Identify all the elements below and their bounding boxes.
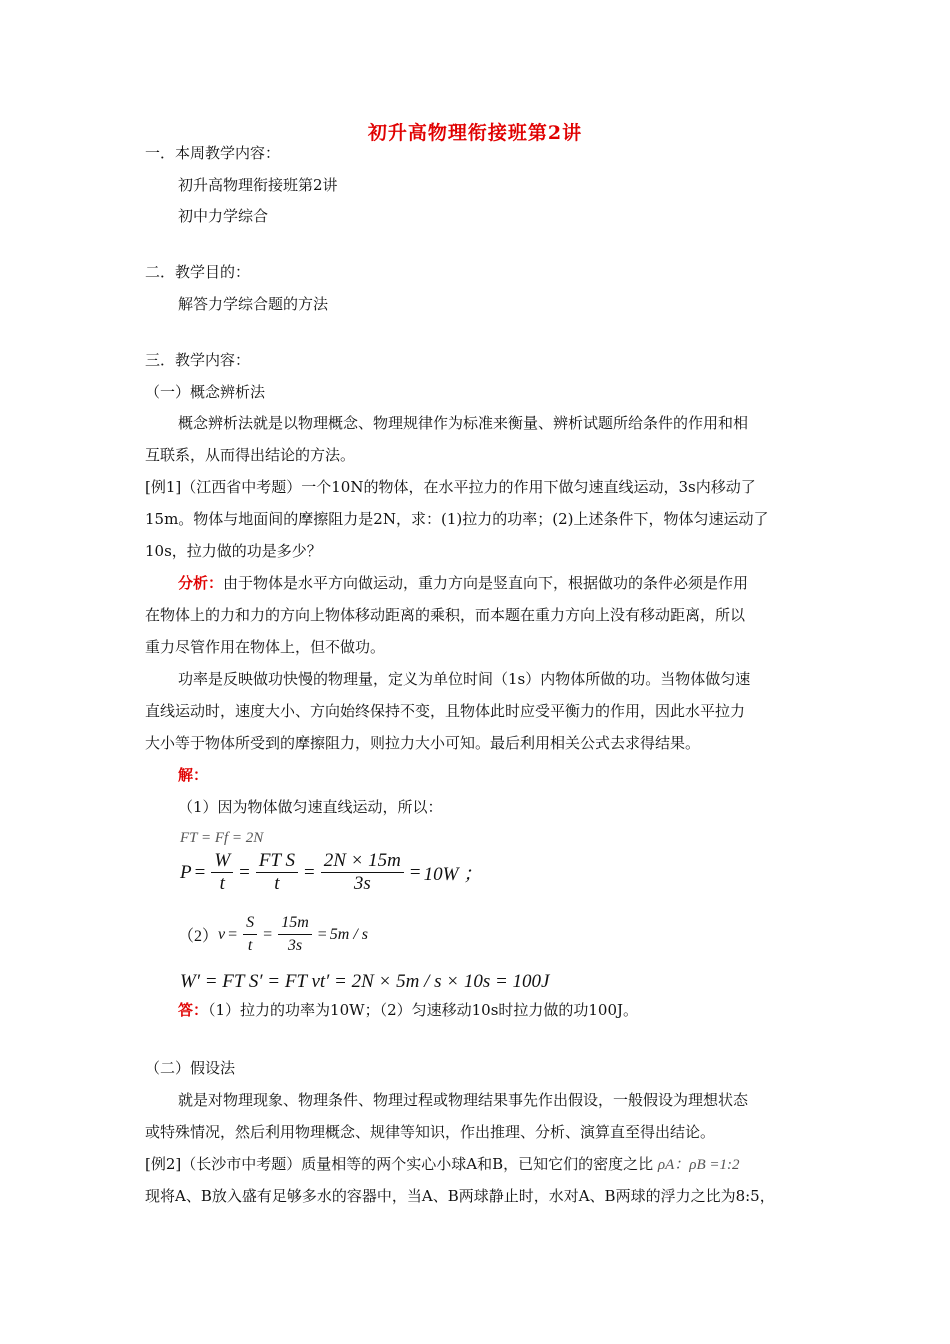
- fraction: [321, 850, 404, 895]
- fraction-numerator: W: [211, 850, 233, 873]
- eq-lhs: P: [180, 861, 192, 883]
- fraction-denominator: t: [219, 873, 225, 894]
- example-text: [例2]（长沙市中考题）质量相等的两个实心小球A和B，已知它们的密度之比: [145, 1155, 654, 1173]
- paragraph-line: 大小等于物体所受到的摩擦阻力，则拉力大小可知。最后利用相关公式去求得结果。: [145, 734, 701, 752]
- eq-rhs: 10W ；: [423, 864, 483, 885]
- answer-text: （1）拉力的功率为10W；（2）匀速移动10s时拉力做的功100J。: [208, 1001, 639, 1019]
- solution-label: 解：: [178, 766, 209, 784]
- section-heading-3: 三．教学内容：: [145, 351, 251, 369]
- fraction-numerator: S: [243, 912, 257, 935]
- example-line: 10s，拉力做的功是多少？: [145, 542, 322, 560]
- fraction-numerator: 15m: [278, 912, 312, 935]
- paragraph-line: 互联系，从而得出结论的方法。: [145, 446, 356, 464]
- fraction-numerator: FT S: [256, 850, 298, 873]
- section-heading-1: 一．本周教学内容：: [145, 144, 281, 162]
- section-heading-2: 二．教学目的：: [145, 263, 251, 281]
- answer-line: [178, 1000, 638, 1020]
- solution-step: （1）因为物体做匀速直线运动，所以：: [178, 798, 443, 816]
- fraction: [243, 912, 257, 957]
- equation-power: P = $\frac{W}{t}$ = $\frac{\text{FT S}}{t}$ = $\frac{2N \times 15m}{3s}$ = 10W ；: [180, 850, 483, 894]
- fraction: [278, 912, 312, 957]
- subsection-heading: （二）假设法: [145, 1059, 236, 1077]
- equation-velocity: （2） v = $\frac{S}{t}$ = $\frac{15m}{3s}$ = 5m / s: [178, 912, 368, 957]
- fraction-denominator: t: [274, 873, 280, 894]
- example-line: 现将A、B放入盛有足够多水的容器中，当A、B两球静止时，水对A、B两球的浮力之比为8:5，: [145, 1187, 775, 1205]
- paragraph-line: 概念辨析法就是以物理概念、物理规律作为标准来衡量、辨析试题所给条件的作用和相: [178, 414, 749, 432]
- equation-friction: FT = Ff = 2N: [180, 830, 264, 846]
- section-item: 初中力学综合: [178, 207, 269, 225]
- step-label: （2）: [178, 928, 219, 945]
- analysis-label: 分析：: [178, 574, 224, 592]
- example-line: [145, 1154, 739, 1175]
- fraction-denominator: 3s: [287, 937, 303, 954]
- analysis-text: 由于物体是水平方向做运动，重力方向是竖直向下，根据做功的条件必须是作用: [223, 574, 749, 592]
- section-item: 初升高物理衔接班第2讲: [178, 176, 338, 194]
- paragraph-line: 在物体上的力和力的方向上物体移动距离的乘积，而本题在重力方向上没有移动距离，所以: [145, 606, 746, 624]
- eq-lhs: v: [218, 925, 226, 943]
- section-item: 解答力学综合题的方法: [178, 295, 329, 313]
- example-line: [例1]（江西省中考题）一个10N的物体，在水平拉力的作用下做匀速直线运动，3s内移动了: [145, 478, 756, 496]
- fraction: [256, 850, 298, 895]
- page-title: 初升高物理衔接班第2讲: [367, 122, 583, 144]
- subsection-heading: （一）概念辨析法: [145, 383, 266, 401]
- fraction: [211, 850, 233, 895]
- eq-rhs: 5m / s: [329, 925, 369, 943]
- fraction-numerator: 2N × 15m: [321, 850, 404, 873]
- fraction-denominator: 3s: [353, 873, 371, 894]
- density-ratio: ρA：ρB =1:2: [657, 1157, 740, 1173]
- equation-work: W′ = FT S′ = FT vt′ = 2N × 5m / s × 10s = 100J: [180, 971, 550, 992]
- example-line: 15m。物体与地面间的摩擦阻力是2N，求：(1)拉力的功率；(2)上述条件下，物体匀速运动了: [145, 510, 769, 528]
- paragraph-line: 重力尽管作用在物体上，但不做功。: [145, 638, 386, 656]
- answer-label: 答：: [178, 1001, 209, 1019]
- paragraph-line: 直线运动时，速度大小、方向始终保持不变，且物体此时应受平衡力的作用，因此水平拉力: [145, 702, 746, 720]
- paragraph-line: 功率是反映做功快慢的物理量，定义为单位时间（1s）内物体所做的功。当物体做匀速: [178, 670, 751, 688]
- paragraph-line: 就是对物理现象、物理条件、物理过程或物理结果事先作出假设，一般假设为理想状态: [178, 1091, 749, 1109]
- analysis-line: [178, 573, 748, 593]
- paragraph-line: 或特殊情况，然后利用物理概念、规律等知识，作出推理、分析、演算直至得出结论。: [145, 1123, 716, 1141]
- fraction-denominator: t: [247, 937, 253, 954]
